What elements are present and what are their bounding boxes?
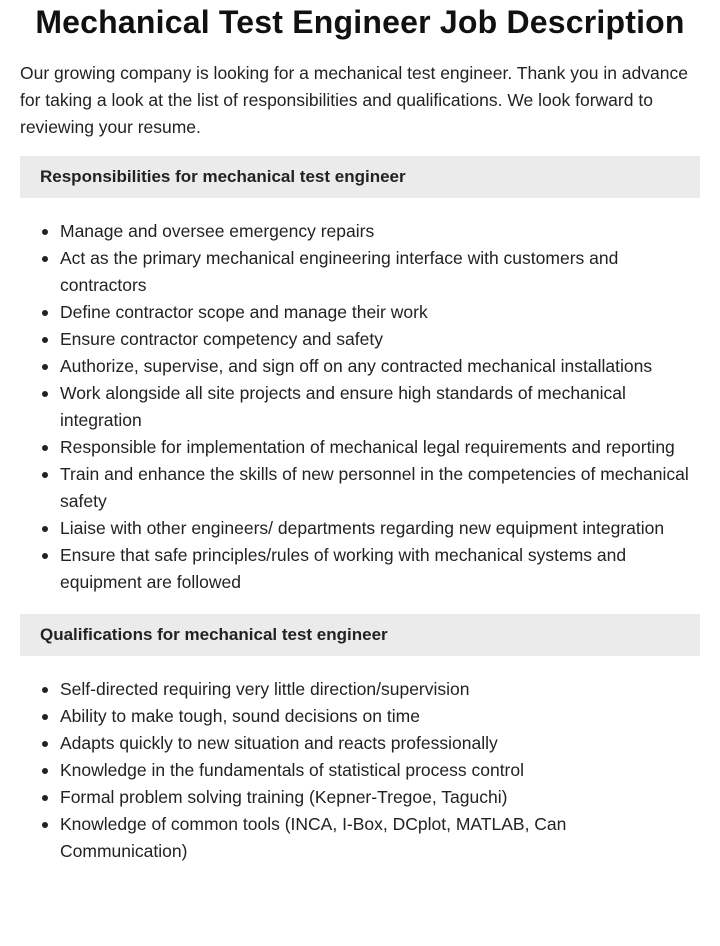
list-item: Responsible for implementation of mechanical legal requirements and reporting (20, 434, 700, 461)
list-item: Self-directed requiring very little direction/supervision (20, 676, 700, 703)
bullet-icon (42, 553, 48, 559)
qualifications-list (20, 656, 700, 865)
bullet-icon (42, 822, 48, 828)
list-item: Knowledge in the fundamentals of statistical process control (20, 757, 700, 784)
responsibilities-list (20, 198, 700, 596)
list-item: Ensure contractor competency and safety (20, 326, 700, 353)
responsibilities-heading-text: Responsibilities for mechanical test engineer (40, 167, 406, 186)
bullet-icon (42, 714, 48, 720)
list-item: Liaise with other engineers/ departments regarding new equipment integration (20, 515, 700, 542)
bullet-icon (42, 256, 48, 262)
list-item: Ability to make tough, sound decisions on time (20, 703, 700, 730)
responsibilities-heading (20, 156, 700, 198)
intro-paragraph: Our growing company is looking for a mechanical test engineer. Thank you in advance for taking a look at the list of responsibilities and qualifications. We look forward to reviewing your resume. (20, 63, 688, 137)
qualifications-heading (20, 614, 700, 656)
bullet-icon (42, 472, 48, 478)
bullet-icon (42, 741, 48, 747)
list-item: Formal problem solving training (Kepner-Tregoe, Taguchi) (20, 784, 700, 811)
bullet-icon (42, 768, 48, 774)
bullet-icon (42, 445, 48, 451)
bullet-icon (42, 310, 48, 316)
list-item: Adapts quickly to new situation and reacts professionally (20, 730, 700, 757)
list-item: Train and enhance the skills of new personnel in the competencies of mechanical safety (20, 461, 700, 515)
bullet-icon (42, 364, 48, 370)
bullet-icon (42, 391, 48, 397)
qualifications-heading-text: Qualifications for mechanical test engineer (40, 625, 388, 644)
bullet-icon (42, 687, 48, 693)
list-item: Ensure that safe principles/rules of working with mechanical systems and equipment are followed (20, 542, 700, 596)
list-item: Work alongside all site projects and ensure high standards of mechanical integration (20, 380, 700, 434)
list-item: Act as the primary mechanical engineering interface with customers and contractors (20, 245, 700, 299)
list-item: Manage and oversee emergency repairs (20, 218, 700, 245)
bullet-icon (42, 337, 48, 343)
bullet-icon (42, 795, 48, 801)
list-item: Define contractor scope and manage their work (20, 299, 700, 326)
bullet-icon (42, 229, 48, 235)
list-item: Authorize, supervise, and sign off on any contracted mechanical installations (20, 353, 700, 380)
list-item: Knowledge of common tools (INCA, I-Box, DCplot, MATLAB, Can Communication) (20, 811, 700, 865)
bullet-icon (42, 526, 48, 532)
page-title: Mechanical Test Engineer Job Description (35, 4, 685, 40)
